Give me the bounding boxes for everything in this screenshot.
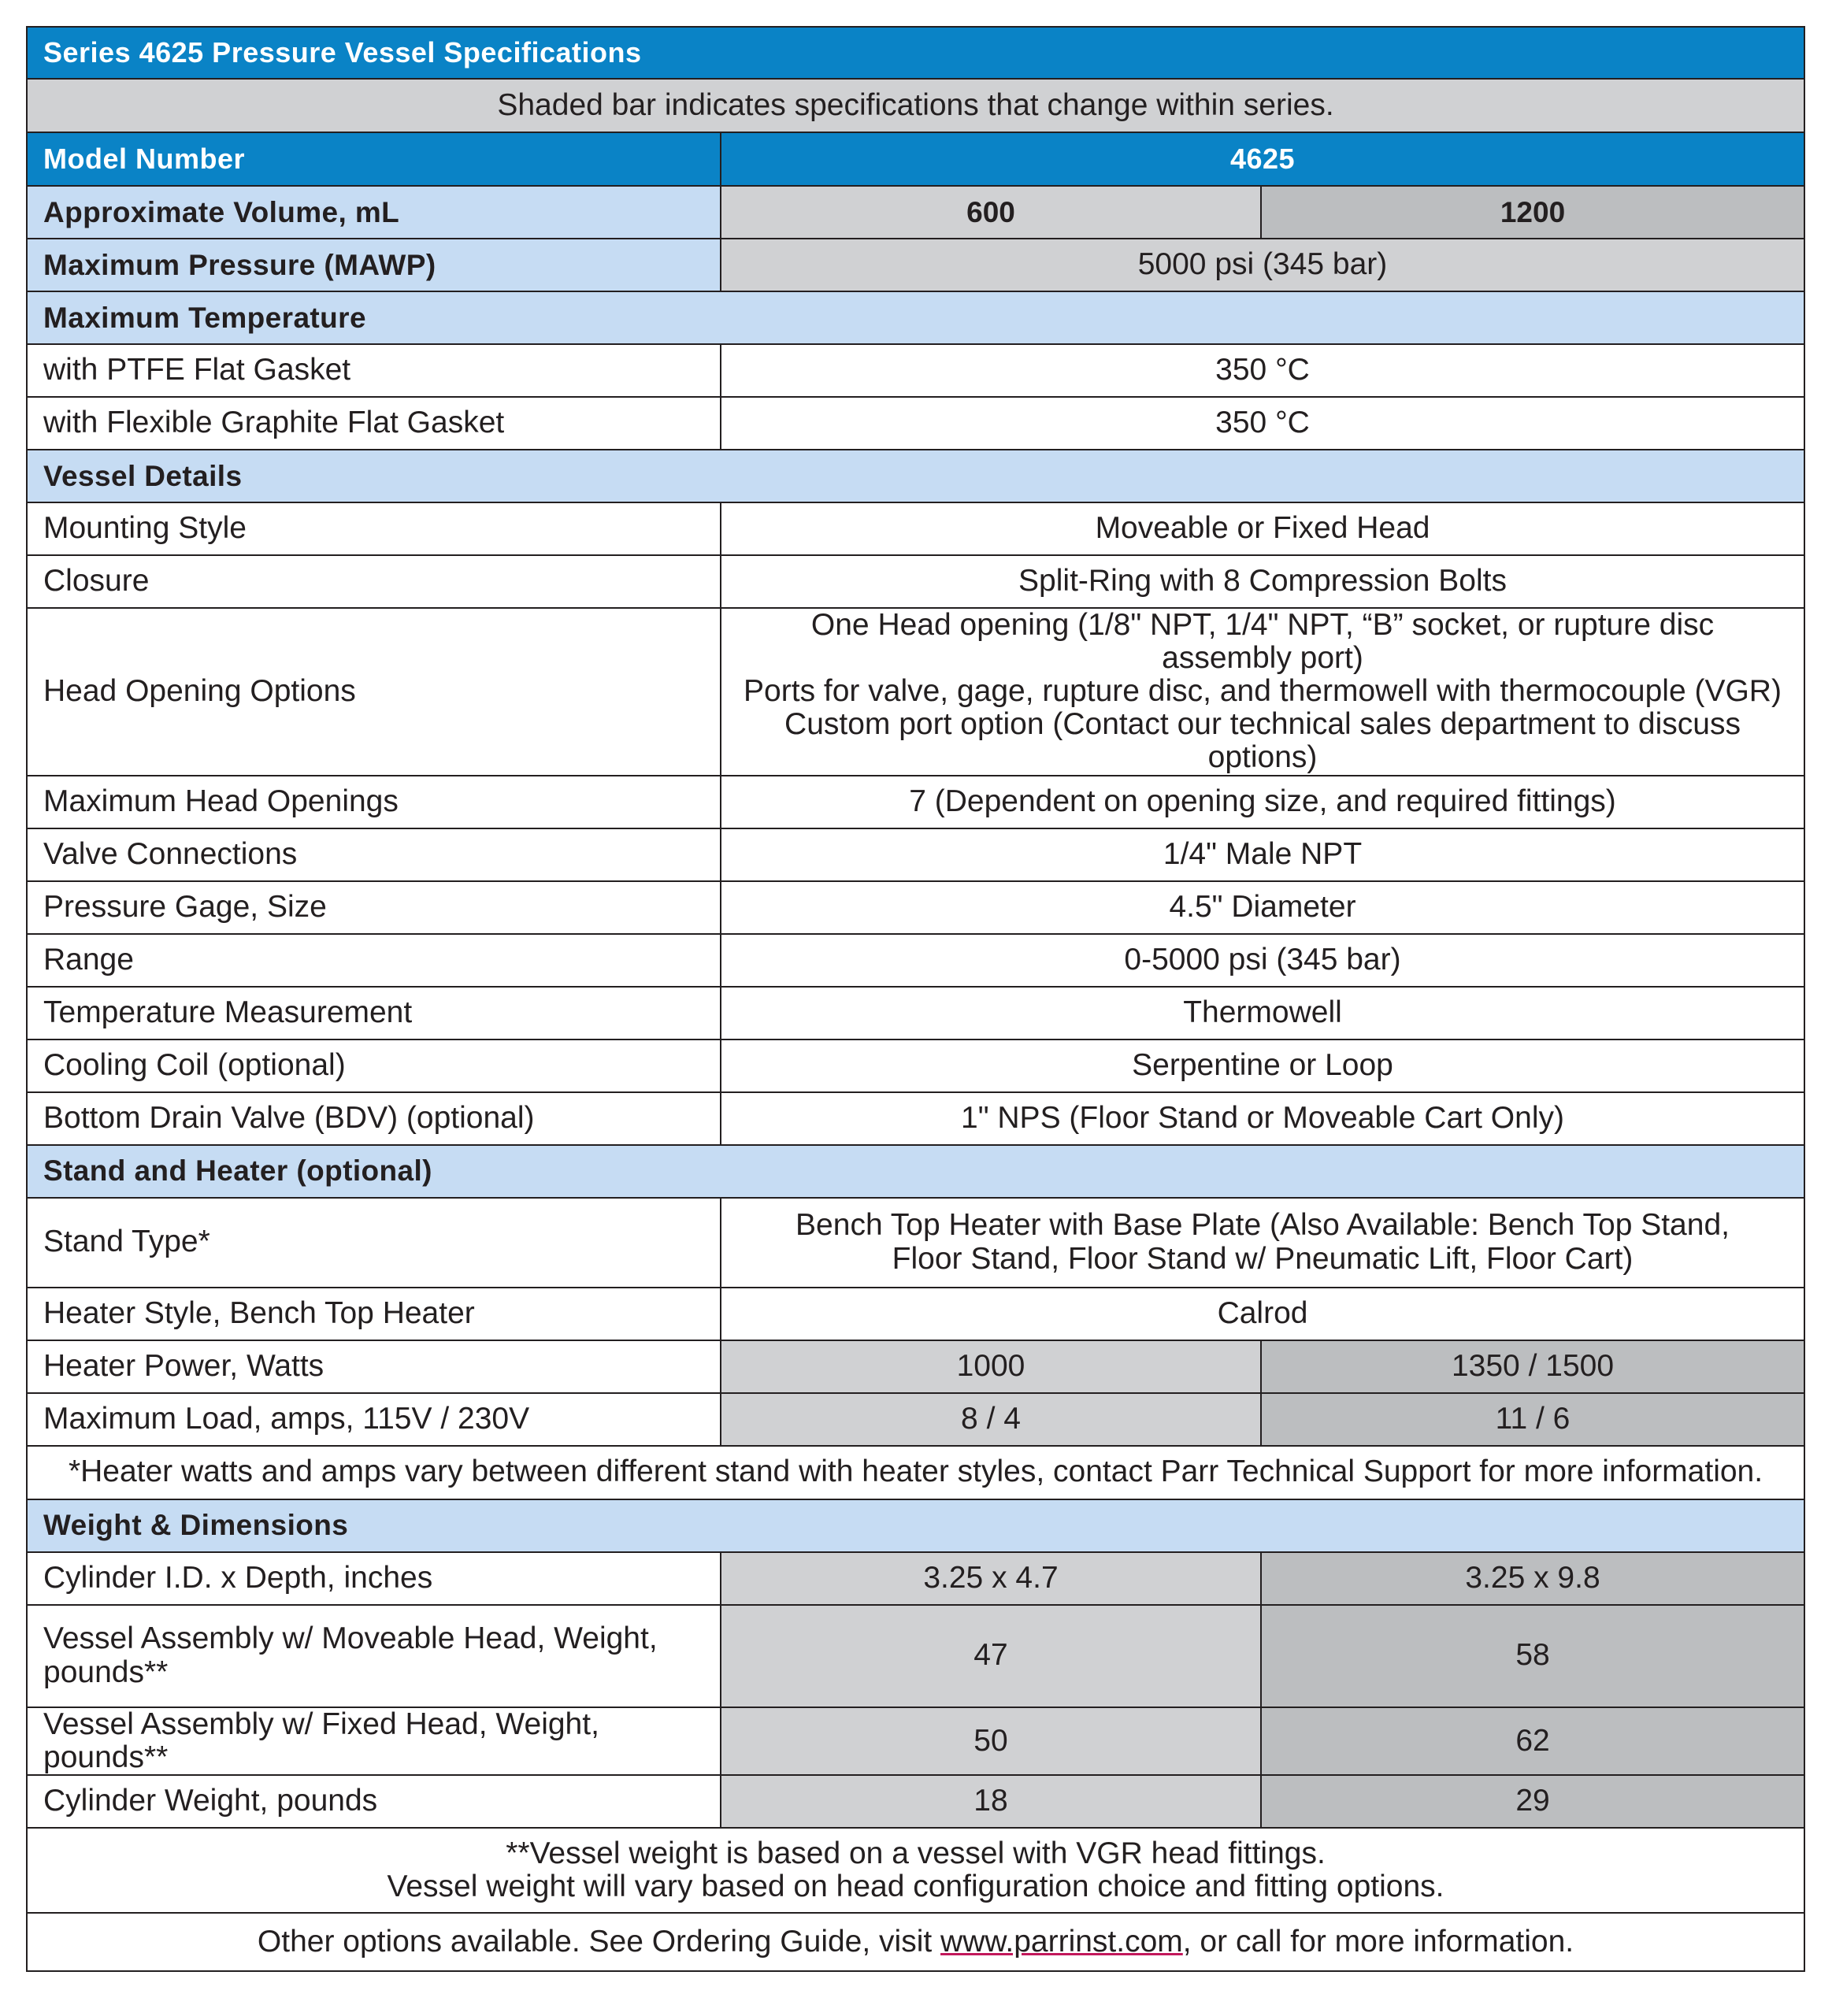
row-label: Cylinder Weight, pounds [27,1775,721,1828]
section-heading-stand [27,1145,1804,1198]
closing-row [27,1913,1804,1971]
text-line: assembly port) [1162,641,1363,676]
row-value-multiline [721,1198,1804,1288]
row-value: Split-Ring with 8 Compression Bolts [721,555,1804,608]
pressure-value: 5000 psi (345 bar) [721,239,1804,291]
vessel-heading: Vessel Details [27,450,1804,502]
row-value: Thermowell [721,987,1804,1040]
row-value: Calrod [721,1288,1804,1340]
row-label: Heater Style, Bench Top Heater [27,1288,721,1340]
row-label: Maximum Head Openings [27,776,721,828]
row-value: 1/4" Male NPT [721,828,1804,881]
row-value: 350 °C [721,397,1804,450]
row-label: Range [27,934,721,987]
table-row [27,608,1804,776]
pressure-row [27,239,1804,291]
value-600: 1000 [721,1340,1261,1393]
value-1200: 62 [1261,1707,1804,1775]
row-label: Cylinder I.D. x Depth, inches [27,1552,721,1605]
row-label: Vessel Assembly w/ Fixed Head, Weight, pounds** [27,1707,721,1775]
temperature-heading: Maximum Temperature [27,291,1804,344]
text-line: Ports for valve, gage, rupture disc, and thermowell with thermocouple (VGR) [744,674,1782,709]
stand-heading: Stand and Heater (optional) [27,1145,1804,1198]
value-600: 50 [721,1707,1261,1775]
row-label: Valve Connections [27,828,721,881]
table-row [27,502,1804,555]
volume-label: Approximate Volume, mL [27,186,721,239]
row-value: 1" NPS (Floor Stand or Moveable Cart Only) [721,1092,1804,1145]
table-row [27,987,1804,1040]
row-label: Head Opening Options [27,608,721,776]
spec-table [26,26,1805,1972]
text-line: Custom port option (Contact our technical sales department to discuss options) [784,707,1741,775]
row-value-multiline [721,608,1804,776]
table-row [27,1340,1804,1393]
weight-footnote [27,1828,1804,1913]
row-value: 0-5000 psi (345 bar) [721,934,1804,987]
text-line: Vessel weight will vary based on head configuration choice and fitting options. [387,1869,1444,1903]
table-row [27,934,1804,987]
weights-heading: Weight & Dimensions [27,1499,1804,1552]
shading-note-row [27,79,1804,132]
heater-footnote-row [27,1446,1804,1499]
table-row [27,776,1804,828]
text-line: **Vessel weight is based on a vessel with VGR head fittings. [506,1836,1326,1870]
value-600: 3.25 x 4.7 [721,1552,1261,1605]
text-line: Bench Top Heater with Base Plate (Also Available: Bench Top Stand, [795,1208,1730,1243]
volume-600: 600 [721,186,1261,239]
table-row [27,1605,1804,1707]
volume-1200: 1200 [1261,186,1804,239]
row-value: 7 (Dependent on opening size, and required fittings) [721,776,1804,828]
row-label: Maximum Load, amps, 115V / 230V [27,1393,721,1446]
row-label: Bottom Drain Valve (BDV) (optional) [27,1092,721,1145]
value-1200: 3.25 x 9.8 [1261,1552,1804,1605]
model-row [27,132,1804,186]
value-600: 47 [721,1605,1261,1707]
row-value: Serpentine or Loop [721,1040,1804,1092]
value-600: 8 / 4 [721,1393,1261,1446]
value-1200: 11 / 6 [1261,1393,1804,1446]
closing-note [27,1913,1804,1971]
value-1200: 1350 / 1500 [1261,1340,1804,1393]
row-label: Mounting Style [27,502,721,555]
table-row [27,881,1804,934]
value-1200: 58 [1261,1605,1804,1707]
row-label: Heater Power, Watts [27,1340,721,1393]
table-row [27,1198,1804,1288]
heater-footnote: *Heater watts and amps vary between different stand with heater styles, contact Parr Technical Support for more information. [27,1446,1804,1499]
row-value: 350 °C [721,344,1804,397]
table-row [27,1552,1804,1605]
row-value: 4.5" Diameter [721,881,1804,934]
text-line: One Head opening (1/8" NPT, 1/4" NPT, “B” socket, or rupture disc [810,608,1715,642]
table-title-row [27,27,1804,79]
model-label: Model Number [27,132,721,186]
section-heading-vessel [27,450,1804,502]
row-label: Temperature Measurement [27,987,721,1040]
value-600: 18 [721,1775,1261,1828]
text-line: Floor Stand, Floor Stand w/ Pneumatic Lift, Floor Cart) [892,1241,1634,1276]
website-link[interactable]: www.parrinst.com [940,1924,1183,1959]
table-row [27,1775,1804,1828]
value-1200: 29 [1261,1775,1804,1828]
row-label: with PTFE Flat Gasket [27,344,721,397]
table-row [27,1393,1804,1446]
section-heading-weights [27,1499,1804,1552]
row-label: Cooling Coil (optional) [27,1040,721,1092]
table-row [27,397,1804,450]
pressure-label: Maximum Pressure (MAWP) [27,239,721,291]
text-line: pounds** [43,1655,169,1689]
row-label: Stand Type* [27,1198,721,1288]
table-row [27,1707,1804,1775]
closing-text-after: , or call for more information. [1182,1924,1574,1959]
model-value: 4625 [721,132,1804,186]
table-row [27,1092,1804,1145]
volume-row [27,186,1804,239]
shading-note: Shaded bar indicates specifications that change within series. [27,79,1804,132]
text-line: Vessel Assembly w/ Moveable Head, Weight, [43,1621,658,1656]
table-row [27,555,1804,608]
row-label: Closure [27,555,721,608]
row-label: with Flexible Graphite Flat Gasket [27,397,721,450]
table-title: Series 4625 Pressure Vessel Specifications [27,27,1804,79]
weight-footnote-row [27,1828,1804,1913]
row-label-multiline [27,1605,721,1707]
section-heading-temperature [27,291,1804,344]
row-label: Pressure Gage, Size [27,881,721,934]
table-row [27,828,1804,881]
table-row [27,344,1804,397]
table-row [27,1040,1804,1092]
closing-text-before: Other options available. See Ordering Guide, visit [257,1924,941,1959]
table-row [27,1288,1804,1340]
row-value: Moveable or Fixed Head [721,502,1804,555]
